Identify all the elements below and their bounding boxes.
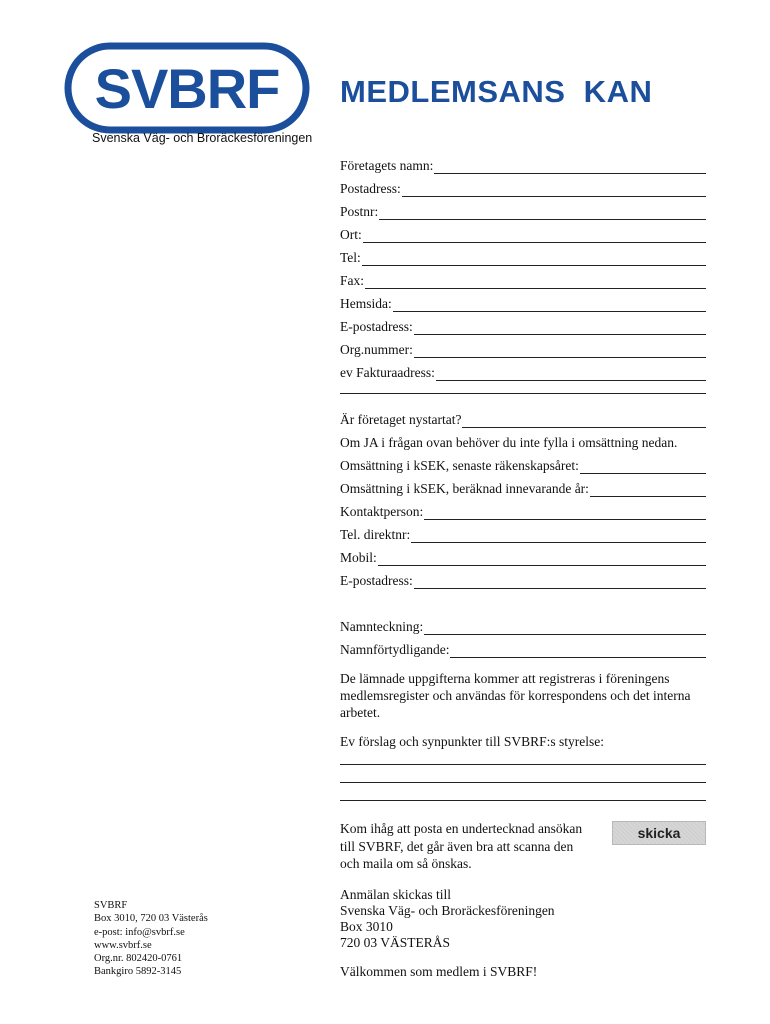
field-label: Tel: [340, 250, 361, 265]
form-field[interactable] [340, 289, 706, 312]
form-field[interactable] [340, 197, 706, 220]
field-label: Namnteckning: [340, 619, 424, 634]
form-field[interactable] [340, 543, 706, 566]
field-label: Hemsida: [340, 296, 392, 311]
logo-text: SVBRF [94, 57, 280, 120]
field-label: Mobil: [340, 550, 377, 565]
reminder-text: Kom ihåg att posta en undertecknad ansökan till SVBRF, det går även bra att scanna den och maila om så önskas. [340, 821, 583, 871]
footer-contact [94, 899, 208, 979]
field-input-line[interactable] [378, 553, 706, 566]
footer-line: e-post: info@svbrf.se [94, 926, 185, 938]
form-field[interactable] [340, 566, 706, 589]
field-label: Är företaget nystartat? [340, 412, 462, 427]
form-field[interactable] [340, 151, 706, 174]
field-input-line[interactable] [414, 576, 706, 589]
welcome-text: Välkommen som medlem i SVBRF! [340, 964, 538, 979]
field-input-line[interactable] [393, 299, 706, 312]
mail-to-line: 720 03 VÄSTERÅS [340, 935, 451, 950]
footer-line: SVBRF [94, 900, 128, 911]
membership-form [340, 151, 706, 806]
form-field[interactable] [340, 474, 706, 497]
field-input-line[interactable] [363, 230, 706, 243]
suggestions-line[interactable] [340, 788, 706, 801]
footer-line: Bankgiro 5892-3145 [94, 966, 182, 978]
field-input-line[interactable] [580, 461, 706, 474]
form-field[interactable] [340, 335, 706, 358]
field-input-line[interactable] [402, 184, 706, 197]
form-field[interactable] [340, 266, 706, 289]
field-input-line[interactable] [436, 368, 706, 381]
field-input-line[interactable] [362, 253, 706, 266]
field-label: ev Fakturaadress: [340, 365, 435, 380]
field-input-line[interactable] [414, 322, 706, 335]
form-field[interactable] [340, 312, 706, 335]
svbrf-logo [64, 42, 310, 134]
form-field[interactable] [340, 520, 706, 543]
send-button[interactable]: skicka [612, 821, 706, 845]
field-name-clarification[interactable] [340, 635, 706, 658]
field-nystartat[interactable] [340, 405, 706, 428]
suggestions-line[interactable] [340, 752, 706, 765]
field-label: Namnförtydligande: [340, 642, 450, 657]
suggestions-line[interactable] [340, 770, 706, 783]
field-input-line[interactable] [590, 484, 706, 497]
field-input-line[interactable] [424, 622, 706, 635]
field-label: Postadress: [340, 181, 401, 196]
field-label: E-postadress: [340, 319, 413, 334]
suggestions-label: Ev förslag och synpunkter till SVBRF:s styrelse: [340, 734, 604, 749]
field-label: Företagets namn: [340, 158, 434, 173]
field-label: Omsättning i kSEK, beräknad innevarande år: [340, 481, 589, 496]
field-input-line[interactable] [434, 161, 706, 174]
field-label: Kontaktperson: [340, 504, 424, 519]
field-input-line[interactable] [411, 530, 706, 543]
field-label: Org.nummer: [340, 342, 413, 357]
mail-to-line: Svenska Väg- och Broräckesföreningen [340, 903, 555, 918]
field-label: Postnr: [340, 204, 379, 219]
field-signature[interactable] [340, 612, 706, 635]
form-field[interactable] [340, 358, 706, 381]
mail-to-line: Box 3010 [340, 919, 393, 934]
field-input-line[interactable] [365, 276, 706, 289]
field-input-line[interactable] [379, 207, 706, 220]
privacy-text: De lämnade uppgifterna kommer att registreras i föreningens medlemsregister och användas för korrespondens och det interna arbetet. [340, 671, 691, 720]
field-label: Fax: [340, 273, 365, 288]
footer-line: Org.nr. 802420-0761 [94, 953, 183, 965]
field-input-line[interactable] [424, 507, 706, 520]
footer-line: www.svbrf.se [94, 939, 152, 951]
mail-to-line: Anmälan skickas till [340, 887, 451, 902]
form-field[interactable] [340, 174, 706, 197]
form-field[interactable] [340, 497, 706, 520]
nystartat-note: Om JA i frågan ovan behöver du inte fylla i omsättning nedan. [340, 435, 678, 450]
field-input-line[interactable] [450, 645, 706, 658]
field-label: Tel. direktnr: [340, 527, 411, 542]
invoice-address-extra-line[interactable] [340, 381, 706, 394]
field-input-line[interactable] [414, 345, 706, 358]
logo-subtitle: Svenska Väg- och Broräckesföreningen [92, 131, 313, 145]
field-label: Omsättning i kSEK, senaste räkenskapsåret: [340, 458, 579, 473]
field-input-line[interactable] [462, 415, 706, 428]
footer-line: Box 3010, 720 03 Västerås [94, 913, 208, 925]
form-field[interactable] [340, 243, 706, 266]
field-label: E-postadress: [340, 573, 413, 588]
form-field[interactable] [340, 451, 706, 474]
page-title: MEDLEMSANS KAN [340, 74, 653, 109]
field-label: Ort: [340, 227, 362, 242]
form-field[interactable] [340, 220, 706, 243]
mail-to-address [340, 887, 555, 951]
